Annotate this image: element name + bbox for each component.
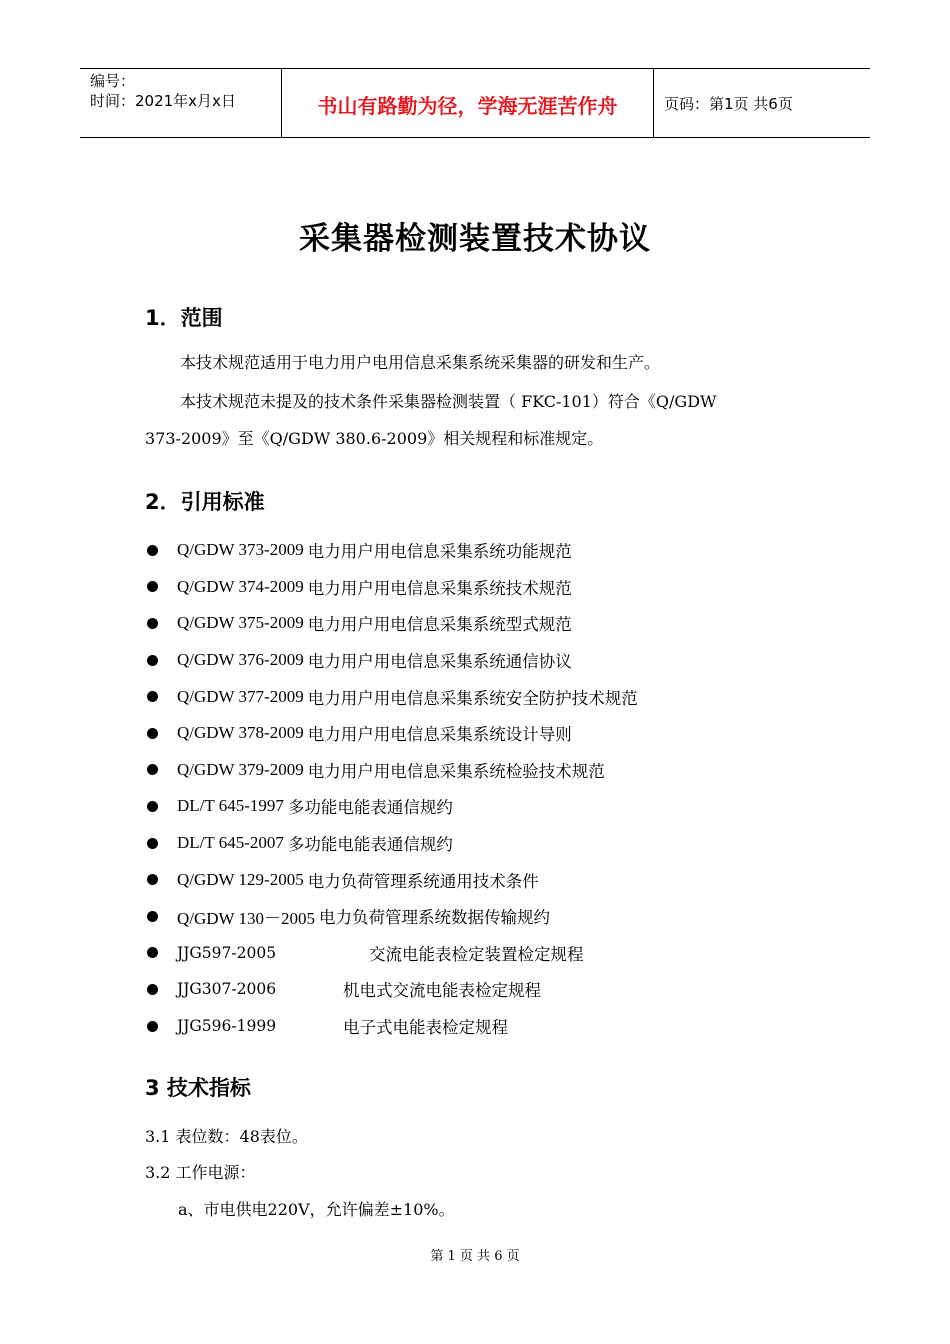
standard-title: 交流电能表检定装置检定规程 xyxy=(369,944,584,964)
bullet-icon xyxy=(147,618,158,629)
bullet-icon xyxy=(147,1021,158,1032)
list-item xyxy=(145,898,638,935)
bullet-icon xyxy=(147,947,158,958)
standard-code: Q/GDW 379-2009 xyxy=(177,759,304,779)
standard-title: 电子式电能表检定规程 xyxy=(343,1018,508,1038)
list-item xyxy=(145,935,638,972)
bullet-icon xyxy=(147,581,158,592)
standard-title: 电力用户用电信息采集系统设计导则 xyxy=(307,725,572,745)
standard-code: JJG307-2006 xyxy=(177,980,277,999)
bullet-icon xyxy=(147,691,158,702)
standard-title: 电力用户用电信息采集系统功能规范 xyxy=(307,542,572,562)
bullet-icon xyxy=(147,655,158,666)
standard-code: Q/GDW 378-2009 xyxy=(177,723,304,743)
header-info-cell xyxy=(80,69,282,137)
standard-title: 多功能电能表通信规约 xyxy=(287,798,453,818)
header-motto: 书山有路勤为径，学海无涯苦作舟 xyxy=(282,69,654,137)
standard-title: 多功能电能表通信规约 xyxy=(287,835,453,855)
bullet-icon xyxy=(147,984,158,995)
bullet-icon xyxy=(147,874,158,885)
section-3-item-2: 3.2 工作电源： xyxy=(145,1163,256,1182)
standard-title: 电力用户用电信息采集系统安全防护技术规范 xyxy=(307,688,638,708)
document-title: 采集器检测装置技术协议 xyxy=(299,221,651,257)
list-item xyxy=(145,569,638,606)
standard-title: 电力用户用电信息采集系统型式规范 xyxy=(307,615,572,635)
list-item xyxy=(145,825,638,862)
page-header xyxy=(80,68,870,138)
list-item xyxy=(145,532,638,569)
section-3-item-1: 3.1 表位数：48表位。 xyxy=(145,1127,308,1146)
standard-code: Q/GDW 377-2009 xyxy=(177,686,304,706)
standard-code: Q/GDW 376-2009 xyxy=(177,650,304,670)
section-3-heading: 3 技术指标 xyxy=(145,1076,251,1100)
code-label: 编号： xyxy=(90,72,136,90)
header-page-label: 页码：第1页 共6页 xyxy=(664,94,793,113)
section-1-paragraph-1: 本技术规范适用于电力用户电用信息采集系统采集器的研发和生产。 xyxy=(180,353,661,372)
standard-code: JJG596-1999 xyxy=(177,1017,277,1036)
standard-title: 机电式交流电能表检定规程 xyxy=(343,981,541,1001)
standard-title: 电力用户用电信息采集系统技术规范 xyxy=(307,578,572,598)
section-3-item-2a: a、市电供电220V，允许偏差±10%。 xyxy=(178,1200,455,1219)
standard-code: Q/GDW 129-2005 xyxy=(177,869,304,889)
standard-code: Q/GDW 374-2009 xyxy=(177,576,304,596)
standard-title: 电力负荷管理系统数据传输规约 xyxy=(319,908,551,928)
bullet-icon xyxy=(147,728,158,739)
standard-code: DL/T 645-2007 xyxy=(177,833,284,853)
list-item xyxy=(145,861,638,898)
standard-code: Q/GDW 130－2005 xyxy=(177,908,316,928)
standard-title: 电力用户用电信息采集系统通信协议 xyxy=(307,652,572,672)
bullet-icon xyxy=(147,838,158,849)
bullet-icon xyxy=(147,764,158,775)
time-label: 时间：2021年x月x日 xyxy=(90,92,236,110)
reference-standards-list xyxy=(145,532,638,1044)
standard-title: 电力负荷管理系统通用技术条件 xyxy=(307,871,539,891)
bullet-icon xyxy=(147,801,158,812)
list-item xyxy=(145,605,638,642)
list-item xyxy=(145,971,638,1008)
section-1-paragraph-2-line-2: 373-2009》至《Q/GDW 380.6-2009》相关规程和标准规定。 xyxy=(145,429,604,448)
standard-code: Q/GDW 375-2009 xyxy=(177,613,304,633)
standard-code: DL/T 645-1997 xyxy=(177,796,284,816)
section-2-heading: 2．引用标准 xyxy=(145,490,265,514)
standard-title: 电力用户用电信息采集系统检验技术规范 xyxy=(307,761,605,781)
list-item xyxy=(145,1008,638,1045)
section-1-heading: 1．范围 xyxy=(145,306,223,330)
list-item xyxy=(145,678,638,715)
bullet-icon xyxy=(147,545,158,556)
list-item xyxy=(145,642,638,679)
bullet-icon xyxy=(147,911,158,922)
list-item xyxy=(145,752,638,789)
list-item xyxy=(145,788,638,825)
list-item xyxy=(145,715,638,752)
page-footer: 第 1 页 共 6 页 xyxy=(430,1249,520,1264)
standard-code: Q/GDW 373-2009 xyxy=(177,540,304,560)
section-1-paragraph-2-line-1: 本技术规范未提及的技术条件采集器检测装置（ FKC-101）符合《Q/GDW xyxy=(180,392,717,411)
standard-code: JJG597-2005 xyxy=(177,943,277,962)
